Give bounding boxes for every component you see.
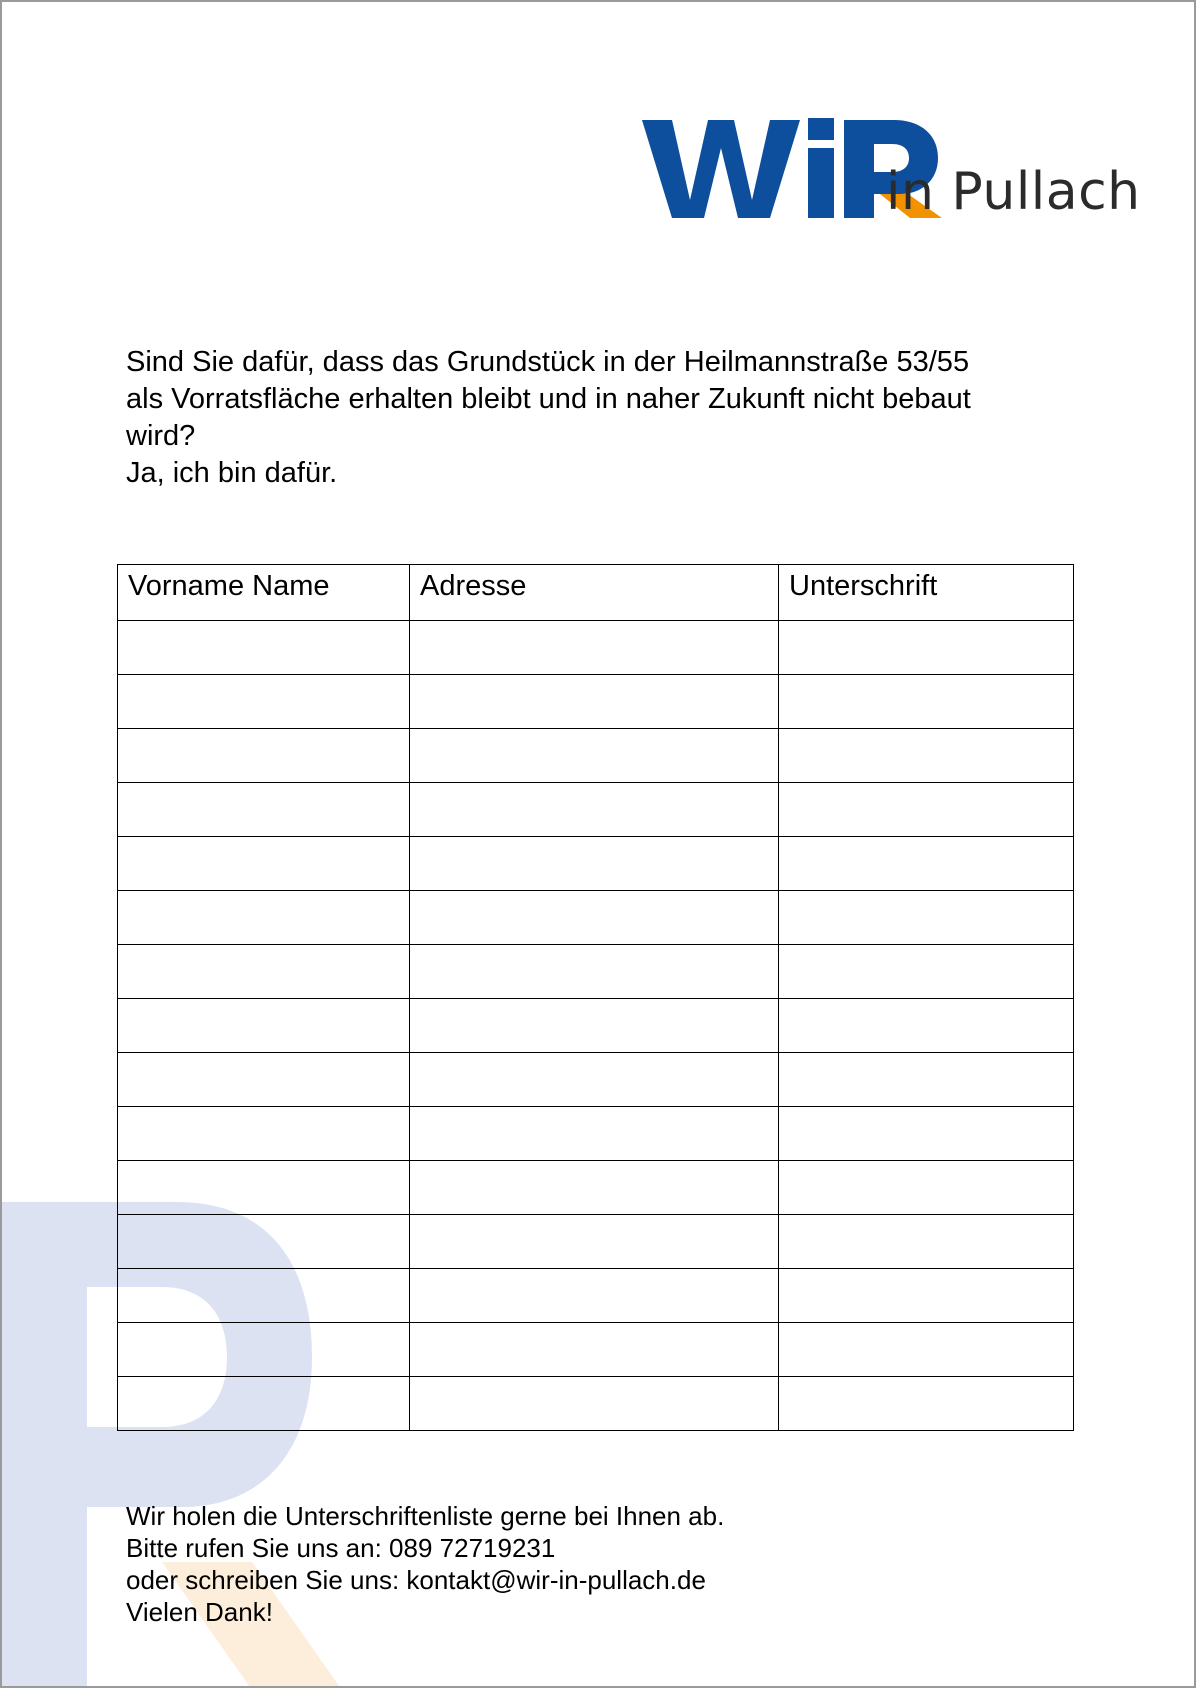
signature-cell[interactable] bbox=[779, 945, 1074, 999]
logo-letter-w bbox=[642, 120, 800, 218]
question-line: Sind Sie dafür, dass das Grundstück in der Heilmannstraße 53/55 bbox=[126, 346, 970, 378]
column-header-address: Adresse bbox=[410, 565, 779, 621]
name-cell[interactable] bbox=[118, 1053, 410, 1107]
table-row bbox=[118, 999, 1074, 1053]
name-cell[interactable] bbox=[118, 999, 410, 1053]
footer-line: Wir holen die Unterschriftenliste gerne bei Ihnen ab. bbox=[126, 1501, 725, 1531]
table-row bbox=[118, 1053, 1074, 1107]
table-row bbox=[118, 621, 1074, 675]
table-header-row bbox=[118, 565, 1074, 621]
signature-table bbox=[117, 564, 1074, 1431]
address-cell[interactable] bbox=[410, 1323, 779, 1377]
agreement-statement: Ja, ich bin dafür. bbox=[126, 457, 338, 489]
address-cell[interactable] bbox=[410, 1377, 779, 1431]
signature-cell[interactable] bbox=[779, 1161, 1074, 1215]
address-cell[interactable] bbox=[410, 729, 779, 783]
name-cell[interactable] bbox=[118, 891, 410, 945]
table-row bbox=[118, 783, 1074, 837]
logo-letter-i-stem bbox=[808, 148, 834, 218]
footer-phone-line: Bitte rufen Sie uns an: 089 72719231 bbox=[126, 1533, 556, 1563]
signature-rows bbox=[118, 621, 1074, 1431]
name-cell[interactable] bbox=[118, 675, 410, 729]
table-row bbox=[118, 1161, 1074, 1215]
table-row bbox=[118, 1377, 1074, 1431]
table-row bbox=[118, 837, 1074, 891]
table-row bbox=[118, 891, 1074, 945]
table-row bbox=[118, 945, 1074, 999]
table-row bbox=[118, 1323, 1074, 1377]
column-header-name: Vorname Name bbox=[118, 565, 410, 621]
signature-cell[interactable] bbox=[779, 999, 1074, 1053]
signature-cell[interactable] bbox=[779, 1107, 1074, 1161]
question-line: wird? bbox=[126, 420, 196, 452]
question-line: als Vorratsfläche erhalten bleibt und in naher Zukunft nicht bebaut bbox=[126, 383, 971, 415]
address-cell[interactable] bbox=[410, 675, 779, 729]
signature-cell[interactable] bbox=[779, 1377, 1074, 1431]
name-cell[interactable] bbox=[118, 1323, 410, 1377]
name-cell[interactable] bbox=[118, 1215, 410, 1269]
table-row bbox=[118, 1215, 1074, 1269]
logo-letter-i-dot bbox=[808, 118, 834, 140]
table-row bbox=[118, 675, 1074, 729]
address-cell[interactable] bbox=[410, 999, 779, 1053]
name-cell[interactable] bbox=[118, 1107, 410, 1161]
name-cell[interactable] bbox=[118, 783, 410, 837]
address-cell[interactable] bbox=[410, 1107, 779, 1161]
address-cell[interactable] bbox=[410, 1161, 779, 1215]
signature-cell[interactable] bbox=[779, 1269, 1074, 1323]
contact-footer bbox=[126, 1500, 1026, 1628]
name-cell[interactable] bbox=[118, 837, 410, 891]
address-cell[interactable] bbox=[410, 783, 779, 837]
address-cell[interactable] bbox=[410, 891, 779, 945]
petition-question bbox=[126, 344, 1086, 492]
signature-cell[interactable] bbox=[779, 675, 1074, 729]
signature-cell[interactable] bbox=[779, 621, 1074, 675]
address-cell[interactable] bbox=[410, 621, 779, 675]
table-row bbox=[118, 1269, 1074, 1323]
name-cell[interactable] bbox=[118, 621, 410, 675]
signature-cell[interactable] bbox=[779, 1053, 1074, 1107]
address-cell[interactable] bbox=[410, 945, 779, 999]
address-cell[interactable] bbox=[410, 1269, 779, 1323]
name-cell[interactable] bbox=[118, 1269, 410, 1323]
name-cell[interactable] bbox=[118, 1377, 410, 1431]
table-row bbox=[118, 729, 1074, 783]
footer-thanks: Vielen Dank! bbox=[126, 1597, 273, 1627]
address-cell[interactable] bbox=[410, 1053, 779, 1107]
name-cell[interactable] bbox=[118, 729, 410, 783]
address-cell[interactable] bbox=[410, 837, 779, 891]
logo-subtitle: in Pullach bbox=[886, 162, 1141, 222]
signature-cell[interactable] bbox=[779, 783, 1074, 837]
signature-cell[interactable] bbox=[779, 729, 1074, 783]
address-cell[interactable] bbox=[410, 1215, 779, 1269]
column-header-signature: Unterschrift bbox=[779, 565, 1074, 621]
name-cell[interactable] bbox=[118, 1161, 410, 1215]
signature-cell[interactable] bbox=[779, 1215, 1074, 1269]
name-cell[interactable] bbox=[118, 945, 410, 999]
signature-cell[interactable] bbox=[779, 1323, 1074, 1377]
table-row bbox=[118, 1107, 1074, 1161]
signature-cell[interactable] bbox=[779, 891, 1074, 945]
signature-cell[interactable] bbox=[779, 837, 1074, 891]
footer-email-line: oder schreiben Sie uns: kontakt@wir-in-pullach.de bbox=[126, 1565, 706, 1595]
